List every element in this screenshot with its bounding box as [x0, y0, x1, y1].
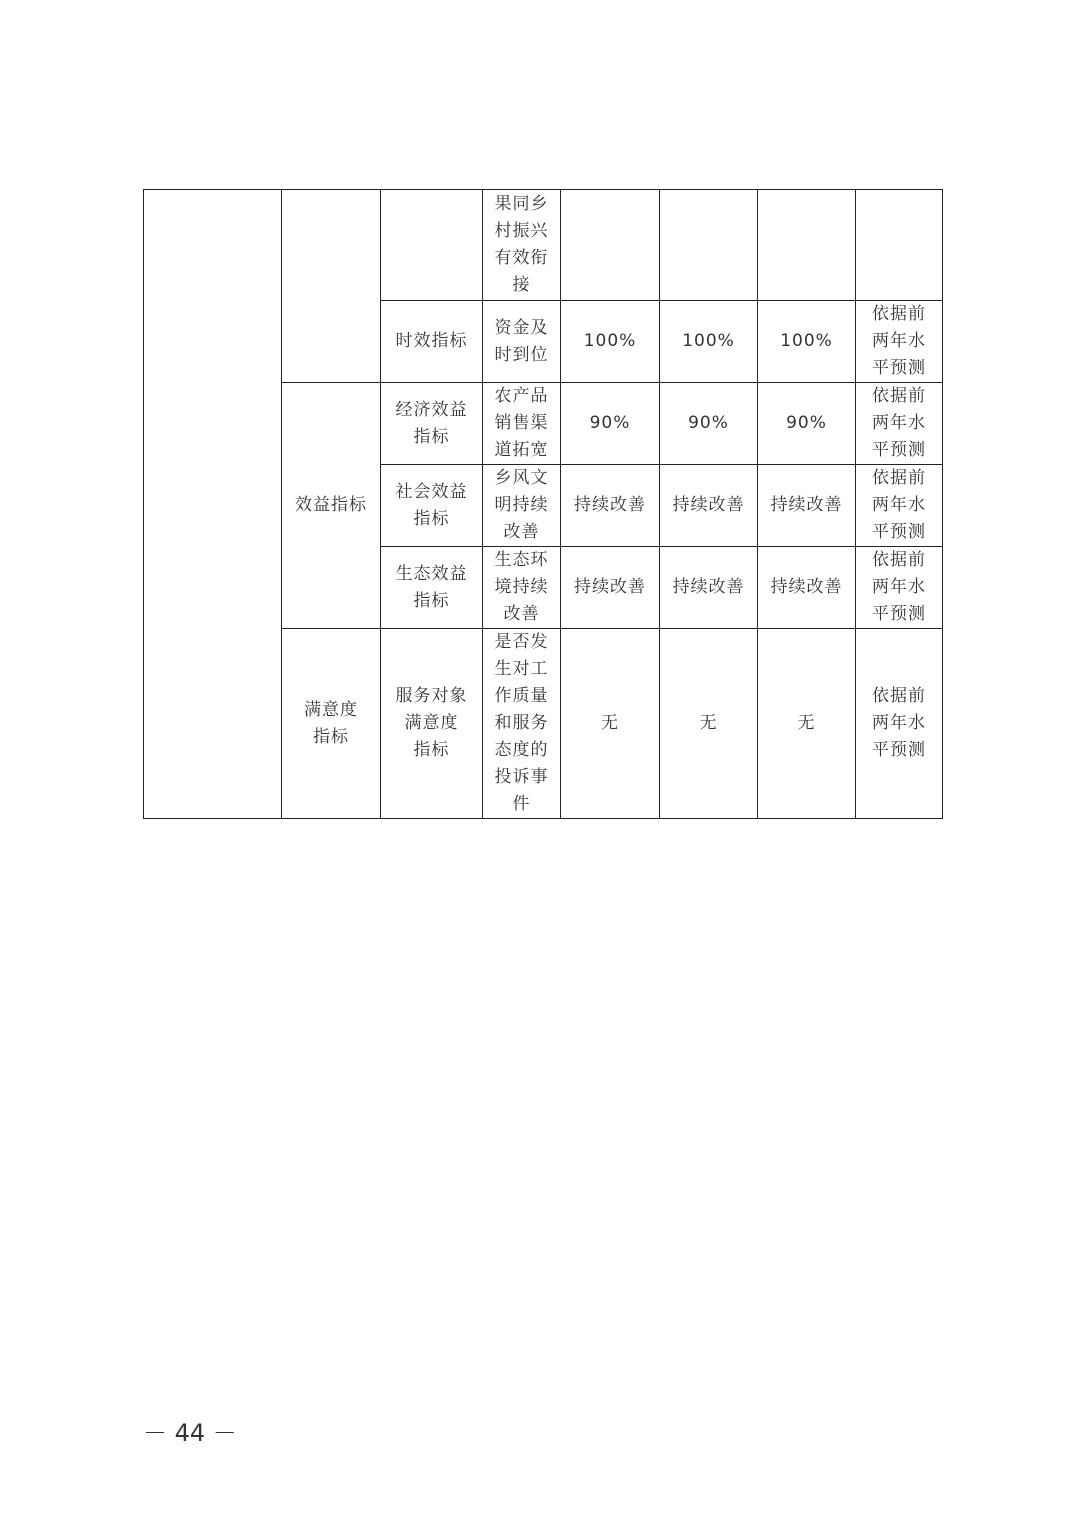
level2-cell-empty — [381, 190, 483, 301]
value-cell-2: 100% — [660, 301, 758, 383]
indicator-name: 果同乡 村振兴 有效衔 接 — [483, 190, 561, 301]
page-number: － 44 － — [143, 1419, 237, 1447]
note-cell: 依据前 两年水 平预测 — [856, 629, 943, 819]
category-cell-empty — [144, 190, 282, 819]
level2-indicator: 生态效益 指标 — [381, 547, 483, 629]
value-cell-2: 持续改善 — [660, 547, 758, 629]
value-cell-2: 90% — [660, 383, 758, 465]
note-cell — [856, 190, 943, 301]
value-cell-2 — [660, 190, 758, 301]
value-cell-3: 持续改善 — [758, 547, 856, 629]
value-cell-2: 持续改善 — [660, 465, 758, 547]
value-cell-3: 无 — [758, 629, 856, 819]
indicator-name: 乡风文 明持续 改善 — [483, 465, 561, 547]
level1-indicator: 效益指标 — [282, 383, 381, 629]
value-cell-3 — [758, 190, 856, 301]
value-cell-1: 持续改善 — [561, 465, 660, 547]
value-cell-3: 100% — [758, 301, 856, 383]
indicator-name: 农产品 销售渠 道拓宽 — [483, 383, 561, 465]
value-cell-1: 100% — [561, 301, 660, 383]
value-cell-1 — [561, 190, 660, 301]
value-cell-2: 无 — [660, 629, 758, 819]
note-cell: 依据前 两年水 平预测 — [856, 465, 943, 547]
value-cell-3: 90% — [758, 383, 856, 465]
value-cell-1: 90% — [561, 383, 660, 465]
level2-indicator: 社会效益 指标 — [381, 465, 483, 547]
level1-indicator: 满意度 指标 — [282, 629, 381, 819]
value-cell-1: 持续改善 — [561, 547, 660, 629]
level2-indicator: 服务对象 满意度 指标 — [381, 629, 483, 819]
indicator-name: 资金及 时到位 — [483, 301, 561, 383]
value-cell-3: 持续改善 — [758, 465, 856, 547]
indicator-name: 是否发 生对工 作质量 和服务 态度的 投诉事 件 — [483, 629, 561, 819]
note-cell: 依据前 两年水 平预测 — [856, 547, 943, 629]
level2-indicator: 时效指标 — [381, 301, 483, 383]
note-cell: 依据前 两年水 平预测 — [856, 383, 943, 465]
indicator-name: 生态环 境持续 改善 — [483, 547, 561, 629]
table-row — [144, 190, 943, 301]
note-cell: 依据前 两年水 平预测 — [856, 301, 943, 383]
performance-indicator-table — [143, 189, 943, 819]
value-cell-1: 无 — [561, 629, 660, 819]
level1-cell-empty — [282, 190, 381, 383]
level2-indicator: 经济效益 指标 — [381, 383, 483, 465]
